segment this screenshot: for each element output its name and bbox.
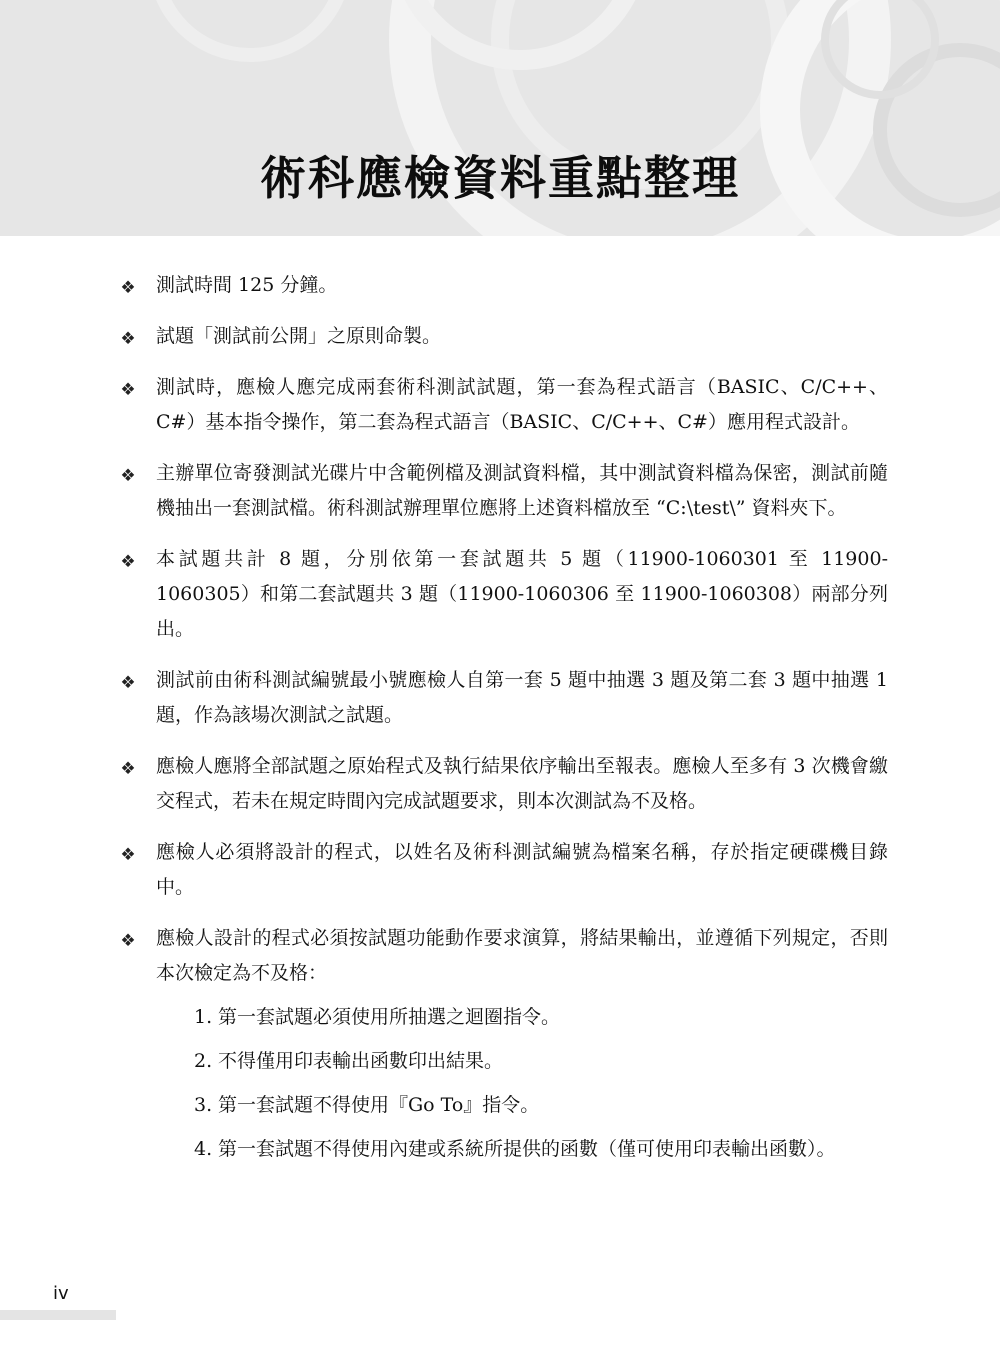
diamond-bullet-icon: ❖ — [120, 278, 136, 298]
list-item-text: 測試時間 125 分鐘。 — [156, 274, 338, 296]
rule-number: 1. — [194, 1006, 213, 1028]
diamond-bullet-icon: ❖ — [120, 673, 136, 693]
list-item — [118, 319, 888, 354]
list-item-text: 測試時，應檢人應完成兩套術科測試試題，第一套為程式語言（BASIC、C/C++、C#）基本指令操作，第二套為程式語言（BASIC、C/C++、C#）應用程式設計。 — [156, 376, 888, 433]
list-item-text: 主辦單位寄發測試光碟片中含範例檔及測試資料檔，其中測試資料檔為保密，測試前隨機抽出一套測試檔。術科測試辦理單位應將上述資料檔放至 “C:\test\” 資料夾下。 — [156, 462, 888, 519]
diamond-bullet-icon: ❖ — [120, 931, 136, 951]
list-item-text: 應檢人應將全部試題之原始程式及執行結果依序輸出至報表。應檢人至多有 3 次機會繳交程式，若未在規定時間內完成試題要求，則本次測試為不及格。 — [156, 755, 888, 812]
rule-text: 第一套試題不得使用『Go To』指令。 — [218, 1094, 540, 1116]
rule-text: 第一套試題不得使用內建或系統所提供的函數（僅可使用印表輸出函數）。 — [218, 1138, 836, 1160]
diamond-bullet-icon: ❖ — [120, 329, 136, 349]
list-item — [118, 749, 888, 819]
rule-item — [194, 1039, 888, 1083]
diamond-bullet-icon: ❖ — [120, 466, 136, 486]
list-item — [118, 370, 888, 440]
rules-list — [156, 995, 888, 1171]
diamond-bullet-icon: ❖ — [120, 845, 136, 865]
rule-number: 4. — [194, 1138, 213, 1160]
rule-item — [194, 1083, 888, 1127]
diamond-bullet-icon: ❖ — [120, 552, 136, 572]
page-title: 術科應檢資料重點整理 — [260, 151, 740, 205]
main-content — [118, 268, 888, 1187]
list-item — [118, 835, 888, 905]
list-item-text: 應檢人必須將設計的程式，以姓名及術科測試編號為檔案名稱，存於指定硬碟機目錄中。 — [156, 841, 888, 898]
list-item-text: 應檢人設計的程式必須按試題功能動作要求演算，將結果輸出，並遵循下列規定，否則本次檢定為不及格： — [156, 927, 888, 984]
list-item — [118, 268, 888, 303]
page-number: iv — [53, 1283, 69, 1304]
list-item — [118, 663, 888, 733]
rule-text: 第一套試題必須使用所抽選之迴圈指令。 — [218, 1006, 561, 1028]
rule-item — [194, 995, 888, 1039]
footer-bar — [0, 1310, 116, 1320]
list-item — [118, 456, 888, 526]
diamond-bullet-icon: ❖ — [120, 380, 136, 400]
rule-number: 2. — [194, 1050, 213, 1072]
rule-text: 不得僅用印表輸出函數印出結果。 — [218, 1050, 504, 1072]
list-item-text: 試題「測試前公開」之原則命製。 — [156, 325, 442, 347]
rule-item — [194, 1127, 888, 1171]
list-item-text: 本試題共計 8 題，分別依第一套試題共 5 題（11900-1060301 至 11900-1060305）和第二套試題共 3 題（11900-1060306 至 11900-1060308）兩部分列出。 — [156, 548, 888, 640]
list-item — [118, 542, 888, 647]
list-item-text: 測試前由術科測試編號最小號應檢人自第一套 5 題中抽選 3 題及第二套 3 題中抽選 1 題，作為該場次測試之試題。 — [156, 669, 888, 726]
rule-number: 3. — [194, 1094, 213, 1116]
list-item — [118, 921, 888, 1171]
diamond-bullet-icon: ❖ — [120, 759, 136, 779]
header-banner — [0, 0, 1000, 236]
